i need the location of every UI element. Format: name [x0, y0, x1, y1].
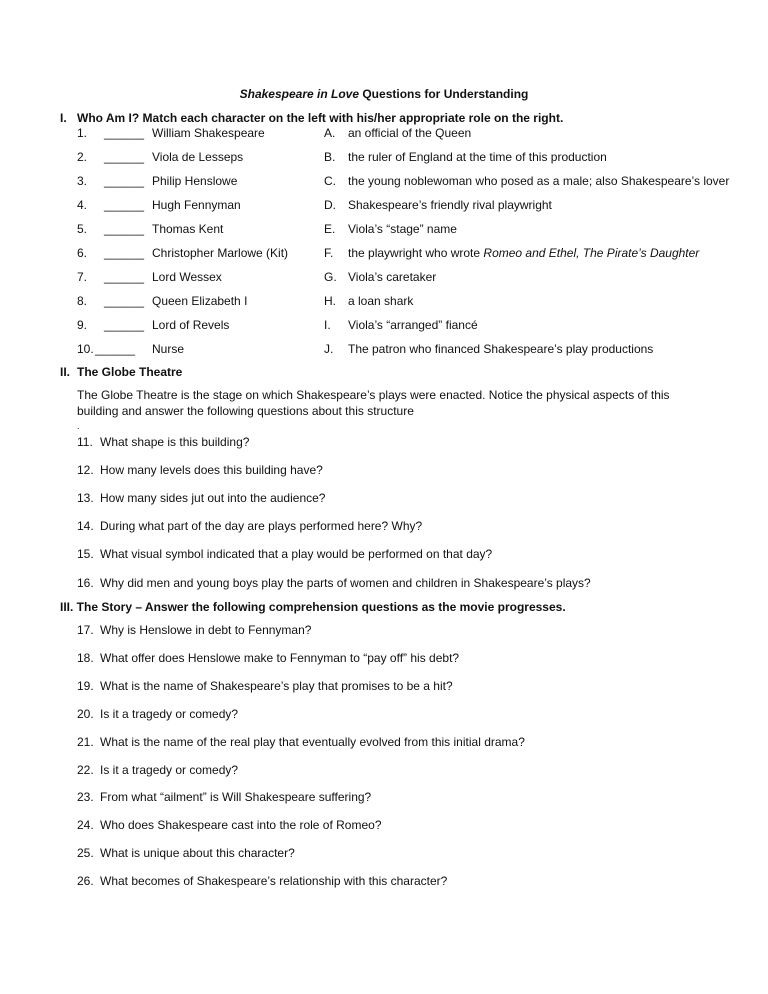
question-text: Why did men and young boys play the parts of women and children in Shakespeare’s plays? [100, 576, 591, 590]
character-name: Queen Elizabeth I [152, 294, 248, 308]
question-number: 12. [77, 463, 94, 477]
section2-intro: The Globe Theatre is the stage on which Shakespeare’s plays were enacted. Notice the physical aspects of this building and answer the following questions about this structure [77, 388, 670, 418]
role-letter: H. [324, 294, 336, 308]
role-letter: A. [324, 126, 336, 140]
title-rest: Questions for Understanding [359, 87, 529, 101]
character-name: Thomas Kent [152, 222, 224, 236]
question-text: Is it a tragedy or comedy? [100, 707, 239, 721]
role-description: Shakespeare’s friendly rival playwright [348, 198, 552, 212]
question-number: 14. [77, 519, 94, 533]
character-name: Philip Henslowe [152, 174, 238, 188]
question-text: What is the name of Shakespeare’s play that promises to be a hit? [100, 679, 453, 693]
item-number: 8. [77, 294, 88, 308]
role-description: Viola’s “stage” name [348, 222, 457, 236]
role-letter: J. [324, 342, 334, 356]
role-description: the ruler of England at the time of this production [348, 150, 607, 164]
question-text: What visual symbol indicated that a play would be performed on that day? [100, 547, 493, 561]
character-name: Christopher Marlowe (Kit) [152, 246, 289, 260]
question-number: 24. [77, 818, 94, 832]
item-number: 5. [77, 222, 88, 236]
role-letter: C. [324, 174, 336, 188]
item-number: 6. [77, 246, 88, 260]
answer-blank[interactable]: ______ [104, 246, 145, 260]
item-number: 9. [77, 318, 88, 332]
answer-blank[interactable]: ______ [104, 294, 145, 308]
answer-blank[interactable]: ______ [104, 222, 145, 236]
answer-blank[interactable]: ______ [104, 174, 145, 188]
item-number: 1. [77, 126, 88, 140]
question-number: 16. [77, 576, 94, 590]
question-text: What shape is this building? [100, 435, 250, 449]
question-text: From what “ailment” is Will Shakespeare suffering? [100, 790, 372, 804]
answer-blank[interactable]: ______ [104, 126, 145, 140]
stray-dot: . [77, 421, 80, 431]
item-number: 3. [77, 174, 88, 188]
role-text: the playwright who wrote [348, 246, 484, 260]
question-text: What offer does Henslowe make to Fennyman to “pay off” his debt? [100, 651, 460, 665]
question-text: How many sides jut out into the audience? [100, 491, 326, 505]
question-text: Who does Shakespeare cast into the role of Romeo? [100, 818, 382, 832]
role-description: an official of the Queen [348, 126, 472, 140]
role-letter: G. [324, 270, 337, 284]
item-number: 2. [77, 150, 88, 164]
question-text: What is the name of the real play that eventually evolved from this initial drama? [100, 735, 525, 749]
question-text: What becomes of Shakespeare’s relationship with this character? [100, 874, 448, 888]
question-number: 15. [77, 547, 94, 561]
section2-numeral: II. [60, 365, 71, 379]
role-description: the young noblewoman who posed as a male; also Shakespeare’s lover [348, 174, 730, 188]
role-description [348, 246, 699, 260]
answer-blank[interactable]: ______ [95, 342, 136, 356]
role-letter: D. [324, 198, 336, 212]
question-text: During what part of the day are plays performed here? Why? [100, 519, 423, 533]
question-number: 22. [77, 763, 94, 777]
item-number: 7. [77, 270, 88, 284]
question-text: Is it a tragedy or comedy? [100, 763, 239, 777]
character-name: William Shakespeare [152, 126, 265, 140]
answer-blank[interactable]: ______ [104, 318, 145, 332]
question-number: 23. [77, 790, 94, 804]
role-description: Viola’s “arranged” fiancé [348, 318, 478, 332]
role-description: Viola’s caretaker [348, 270, 437, 284]
question-number: 20. [77, 707, 94, 721]
character-name: Lord of Revels [152, 318, 230, 332]
section3-heading: III. The Story – Answer the following comprehension questions as the movie progresses. [60, 600, 566, 614]
character-name: Nurse [152, 342, 185, 356]
question-number: 18. [77, 651, 94, 665]
question-number: 13. [77, 491, 94, 505]
section1-heading: Who Am I? Match each character on the left with his/her appropriate role on the right. [77, 111, 564, 125]
title-italic: Shakespeare in Love [239, 87, 360, 101]
question-number: 19. [77, 679, 94, 693]
character-name: Hugh Fennyman [152, 198, 241, 212]
page-title [0, 87, 768, 101]
question-text: Why is Henslowe in debt to Fennyman? [100, 623, 312, 637]
character-name: Viola de Lesseps [152, 150, 244, 164]
section1-numeral: I. [60, 111, 67, 125]
question-number: 25. [77, 846, 94, 860]
question-number: 26. [77, 874, 94, 888]
item-number: 10. [77, 342, 94, 356]
role-letter: F. [324, 246, 334, 260]
answer-blank[interactable]: ______ [104, 198, 145, 212]
question-text: How many levels does this building have? [100, 463, 323, 477]
play-title: Romeo and Ethel, The Pirate’s Daughter [483, 246, 700, 260]
question-number: 17. [77, 623, 94, 637]
question-number: 21. [77, 735, 94, 749]
role-letter: I. [324, 318, 331, 332]
role-letter: E. [324, 222, 336, 236]
role-letter: B. [324, 150, 336, 164]
answer-blank[interactable]: ______ [104, 270, 145, 284]
question-text: What is unique about this character? [100, 846, 295, 860]
answer-blank[interactable]: ______ [104, 150, 145, 164]
question-number: 11. [77, 435, 93, 449]
role-description: The patron who financed Shakespeare’s play productions [348, 342, 654, 356]
item-number: 4. [77, 198, 88, 212]
character-name: Lord Wessex [152, 270, 222, 284]
section2-heading: The Globe Theatre [77, 365, 183, 379]
role-description: a loan shark [348, 294, 414, 308]
